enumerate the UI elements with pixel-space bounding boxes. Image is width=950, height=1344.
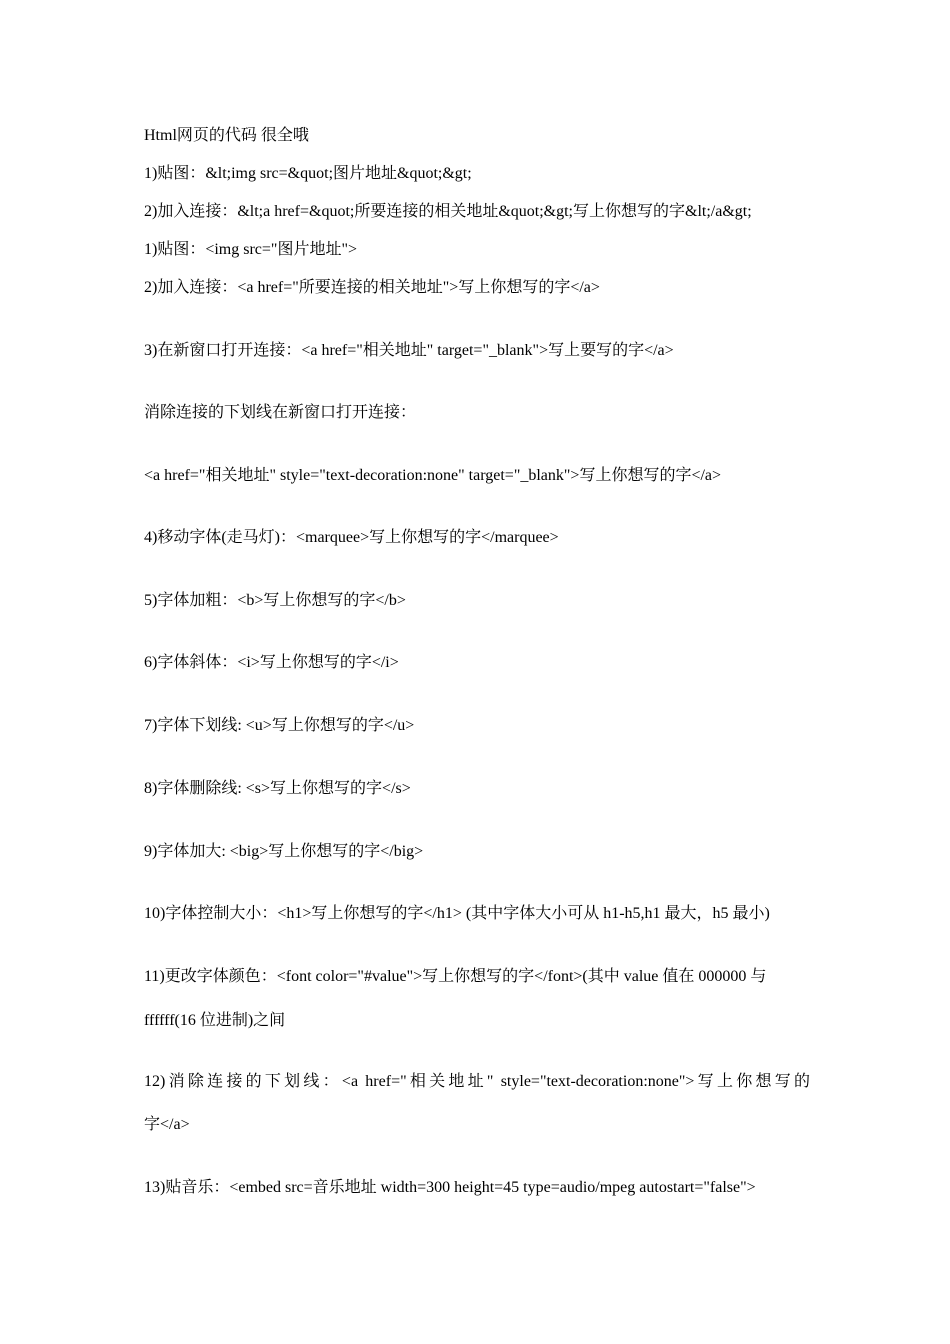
text-line: 7)字体下划线: <u>写上你想写的字</u> <box>144 717 415 734</box>
text-line: 8)字体删除线: <s>写上你想写的字</s> <box>144 780 411 797</box>
document-title: Html网页的代码 很全哦 <box>144 127 309 144</box>
text-line: 2)加入连接：&lt;a href=&quot;所要连接的相关地址&quot;&gt;写上你想写的字&lt;/a&gt; <box>144 203 752 220</box>
text-line: 5)字体加粗：<b>写上你想写的字</b> <box>144 592 406 609</box>
text-line: 1)贴图：<img src="图片地址"> <box>144 241 358 258</box>
text-line: 12)消除连接的下划线：<a href="相关地址" style="text-decoration:none">写上你想写的 <box>144 1073 810 1090</box>
text-line: 13)贴音乐：<embed src=音乐地址 width=300 height=45 type=audio/mpeg autostart="false"> <box>144 1179 756 1196</box>
text-line: 4)移动字体(走马灯)：<marquee>写上你想写的字</marquee> <box>144 529 559 546</box>
text-line: 字</a> <box>144 1116 190 1133</box>
text-line: <a href="相关地址" style="text-decoration:none" target="_blank">写上你想写的字</a> <box>144 467 722 484</box>
text-line: 3)在新窗口打开连接：<a href="相关地址" target="_blank">写上要写的字</a> <box>144 342 674 359</box>
text-line: 消除连接的下划线在新窗口打开连接： <box>144 404 417 421</box>
text-line: ffffff(16 位进制)之间 <box>144 1012 286 1029</box>
text-line: 11)更改字体颜色：<font color="#value">写上你想写的字</font>(其中 value 值在 000000 与 <box>144 968 767 985</box>
text-line: 10)字体控制大小：<h1>写上你想写的字</h1> (其中字体大小可从 h1-h5,h1 最大，h5 最小) <box>144 905 770 922</box>
text-line: 6)字体斜体：<i>写上你想写的字</i> <box>144 654 399 671</box>
text-line: 1)贴图：&lt;img src=&quot;图片地址&quot;&gt; <box>144 165 472 182</box>
text-line: 9)字体加大: <big>写上你想写的字</big> <box>144 843 424 860</box>
text-line: 2)加入连接：<a href="所要连接的相关地址">写上你想写的字</a> <box>144 279 600 296</box>
